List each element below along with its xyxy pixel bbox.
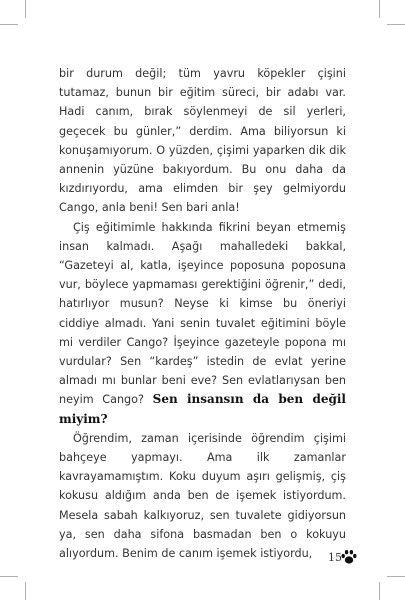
crop-mark-top-right-h — [387, 24, 405, 25]
crop-mark-bottom-left-h — [0, 576, 18, 577]
crop-mark-bottom-left-v — [25, 582, 26, 600]
paragraph-2-text: Çiş eğitimimle hakkında fikrini beyan etmemiş insan kalmadı. Aşağı mahalledeki bakkal, “Gazeteyi al, katla, işeyince poposuna poposuna vur, böylece yapmaması gerektiğini öğrenir,” dedi, hatırlıyor musun? Neyse ki kimse bu öneriyi ciddiye almadı. Yani senin tuvalet eğitimini böyle mi verdiler Cango? İşeyince gazeteyle popona mı vurdular? Sen “kardeş” istedin de evlat yerine almadı mı bunlar beni eve? Sen evlatlarıysan ben neyim Cango? — [59, 220, 346, 407]
body-text — [59, 64, 346, 563]
paragraph-2-emphasis: Sen insansın da ben değil miyim? — [59, 392, 346, 426]
paragraph-1 — [59, 64, 346, 218]
page-number: 15 — [328, 551, 342, 564]
crop-mark-bottom-right-h — [387, 576, 405, 577]
paragraph-2 — [59, 218, 346, 429]
paragraph-1-text: bir durum değil; tüm yavru köpekler çişini tutamaz, bunun bir eğitim süreci, bir adabı var. Hadi canım, bırak söylenmeyi de sil yerleri, geçecek bu günler,” derdim. Ama biliyorsun ki konuşamıyorum. O yüzden, çişimi yaparken dik dik annenin yüzüne bakıyordum. Bu onu daha da kızdırıyordu, ama elimden bir şey gelmiyordu Cango, anla beni! Sen bari anla! — [59, 67, 346, 215]
crop-mark-top-right-v — [379, 0, 380, 18]
paragraph-3 — [59, 429, 346, 563]
crop-mark-top-left-v — [25, 0, 26, 18]
paw-print-icon — [340, 549, 358, 565]
paragraph-3-text: Öğrendim, zaman içerisinde öğrendim çişimi bahçeye yapmayı. Ama ilk zamanlar kavrayamamıştım. Koku duyum aşırı gelişmiş, çiş kokusu aldığım anda ben de işemek istiyordum. Mesela sabah kalkıyoruz, sen tuvalete gidiyorsun ya, sen daha sifona basmadan ben o kokuyu alıyordum. Benim de canım işemek istiyordu, — [59, 431, 346, 561]
crop-mark-top-left-h — [0, 24, 18, 25]
crop-mark-bottom-right-v — [379, 582, 380, 600]
